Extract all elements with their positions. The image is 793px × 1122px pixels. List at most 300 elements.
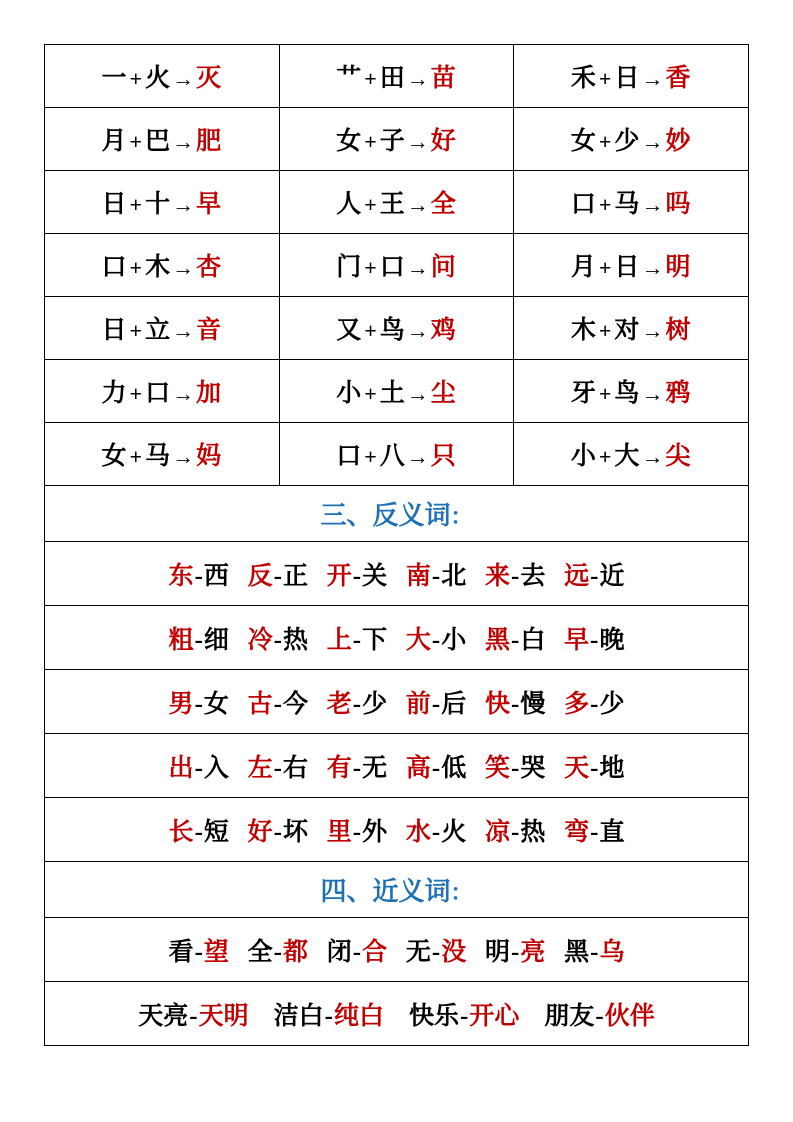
component-b: 大 <box>614 443 641 470</box>
antonym-right: 热 <box>520 818 546 846</box>
composition-cell <box>45 234 280 297</box>
antonym-right: 晚 <box>599 626 625 654</box>
antonym-right: 后 <box>441 690 467 718</box>
arrow-icon: → <box>641 192 665 217</box>
antonym-pair <box>564 684 624 720</box>
synonym-right: 都 <box>283 938 309 966</box>
plus-sign: + <box>598 66 613 91</box>
antonym-left: 水 <box>405 818 431 846</box>
antonym-right: 低 <box>441 754 467 782</box>
composition-result: 加 <box>196 380 223 407</box>
arrow-icon: → <box>172 192 196 217</box>
plus-sign: + <box>598 129 613 154</box>
composition-cell <box>514 297 749 360</box>
antonym-cell <box>45 606 749 670</box>
synonym-section-heading-row <box>45 862 749 918</box>
antonym-pair <box>169 684 229 720</box>
antonym-pair <box>248 748 308 784</box>
synonym-pair <box>274 996 384 1032</box>
component-b: 马 <box>145 443 172 470</box>
plus-sign: + <box>598 444 613 469</box>
antonym-left: 粗 <box>168 626 194 654</box>
dash-separator: - <box>189 1002 198 1030</box>
dash-separator: - <box>431 938 441 966</box>
antonym-left: 多 <box>564 690 590 718</box>
component-b: 立 <box>145 317 172 344</box>
component-a: 一 <box>101 65 128 92</box>
composition-result: 只 <box>430 443 457 470</box>
composition-result: 问 <box>430 254 457 281</box>
plus-sign: + <box>129 66 144 91</box>
synonym-left: 天亮 <box>138 1002 189 1030</box>
antonym-right: 火 <box>441 818 467 846</box>
component-a: 禾 <box>570 65 597 92</box>
plus-sign: + <box>129 318 144 343</box>
arrow-icon: → <box>641 129 665 154</box>
antonym-left: 反 <box>247 562 273 590</box>
antonym-pair <box>169 620 229 656</box>
dash-separator: - <box>595 1002 604 1030</box>
plus-sign: + <box>364 129 378 154</box>
dash-separator: - <box>273 562 282 590</box>
synonym-pair <box>138 996 248 1032</box>
composition-cell <box>45 297 280 360</box>
antonym-left: 笑 <box>484 754 510 782</box>
synonym-left: 黑 <box>564 938 590 966</box>
dash-separator: - <box>590 626 599 654</box>
arrow-icon: → <box>406 255 430 280</box>
plus-sign: + <box>598 381 613 406</box>
antonym-pair <box>406 684 466 720</box>
antonym-left: 男 <box>168 690 194 718</box>
dash-separator: - <box>352 818 362 846</box>
antonym-cell <box>45 670 749 734</box>
dash-separator: - <box>273 818 282 846</box>
synonym-section-heading-cell <box>45 862 749 918</box>
antonym-left: 老 <box>326 690 352 718</box>
dash-separator: - <box>194 754 203 782</box>
dash-separator: - <box>273 938 282 966</box>
antonym-pair <box>327 684 387 720</box>
synonym-pair <box>406 932 466 968</box>
antonym-pair <box>564 556 624 592</box>
component-a: 木 <box>570 317 597 344</box>
plus-sign: + <box>129 129 144 154</box>
composition-result: 早 <box>196 191 223 218</box>
component-a: 牙 <box>570 380 597 407</box>
composition-row <box>45 360 749 423</box>
dash-separator: - <box>194 626 203 654</box>
antonym-row <box>45 606 749 670</box>
composition-result: 妙 <box>665 128 692 155</box>
dash-separator: - <box>324 1002 333 1030</box>
antonym-left: 好 <box>247 818 273 846</box>
composition-cell <box>514 45 749 108</box>
plus-sign: + <box>129 255 144 280</box>
plus-sign: + <box>129 444 144 469</box>
synonym-heading-colon: ： <box>450 880 473 905</box>
antonym-right: 外 <box>362 818 388 846</box>
synonym-pair <box>169 932 229 968</box>
dash-separator: - <box>431 690 441 718</box>
composition-row <box>45 423 749 486</box>
arrow-icon: → <box>406 129 430 154</box>
composition-cell <box>279 360 514 423</box>
component-a: 女 <box>570 128 597 155</box>
plus-sign: + <box>598 318 613 343</box>
synonym-left: 洁白 <box>273 1002 324 1030</box>
synonym-row <box>45 918 749 982</box>
antonym-right: 地 <box>599 754 625 782</box>
dash-separator: - <box>352 754 362 782</box>
dash-separator: - <box>352 938 362 966</box>
component-b: 火 <box>145 65 172 92</box>
antonym-right: 哭 <box>520 754 546 782</box>
antonym-pair <box>406 620 466 656</box>
synonym-left: 快乐 <box>409 1002 460 1030</box>
synonym-pair <box>564 932 624 968</box>
plus-sign: + <box>364 444 378 469</box>
antonym-left: 前 <box>405 690 431 718</box>
composition-result: 全 <box>430 191 457 218</box>
antonym-right: 近 <box>599 562 625 590</box>
arrow-icon: → <box>406 444 430 469</box>
antonym-left: 弯 <box>564 818 590 846</box>
dash-separator: - <box>352 562 362 590</box>
synonym-right: 开心 <box>469 1002 520 1030</box>
component-b: 日 <box>614 254 641 281</box>
composition-result: 鸦 <box>665 380 692 407</box>
component-a: 小 <box>336 380 363 407</box>
arrow-icon: → <box>641 318 665 343</box>
composition-cell <box>45 171 280 234</box>
dash-separator: - <box>511 754 520 782</box>
component-a: 月 <box>570 254 597 281</box>
antonym-right: 入 <box>203 754 229 782</box>
antonym-left: 早 <box>564 626 590 654</box>
dash-separator: - <box>194 938 203 966</box>
plus-sign: + <box>129 381 144 406</box>
arrow-icon: → <box>641 66 665 91</box>
antonym-right: 坏 <box>283 818 309 846</box>
arrow-icon: → <box>406 381 430 406</box>
synonym-left: 全 <box>247 938 273 966</box>
plus-sign: + <box>364 381 378 406</box>
antonym-right: 今 <box>283 690 309 718</box>
antonym-right: 关 <box>362 562 388 590</box>
component-b: 口 <box>379 254 406 281</box>
plus-sign: + <box>364 255 378 280</box>
component-b: 少 <box>614 128 641 155</box>
antonym-left: 古 <box>247 690 273 718</box>
antonym-left: 上 <box>326 626 352 654</box>
plus-sign: + <box>129 192 144 217</box>
component-b: 口 <box>145 380 172 407</box>
antonym-left: 有 <box>326 754 352 782</box>
antonym-cell <box>45 734 749 798</box>
plus-sign: + <box>598 255 613 280</box>
arrow-icon: → <box>641 444 665 469</box>
arrow-icon: → <box>172 444 196 469</box>
dash-separator: - <box>273 626 282 654</box>
antonym-right: 白 <box>520 626 546 654</box>
component-b: 日 <box>614 65 641 92</box>
antonym-pair <box>327 812 387 848</box>
synonym-left: 无 <box>405 938 431 966</box>
arrow-icon: → <box>172 255 196 280</box>
antonym-left: 高 <box>405 754 431 782</box>
synonym-cell <box>45 982 749 1046</box>
dash-separator: - <box>590 754 599 782</box>
synonym-right: 乌 <box>599 938 625 966</box>
component-a: 人 <box>336 191 363 218</box>
component-b: 王 <box>379 191 406 218</box>
composition-result: 妈 <box>196 443 223 470</box>
antonym-left: 东 <box>168 562 194 590</box>
composition-cell <box>279 45 514 108</box>
antonym-right: 少 <box>599 690 625 718</box>
component-b: 八 <box>379 443 406 470</box>
component-a: 口 <box>336 443 363 470</box>
antonym-left: 来 <box>484 562 510 590</box>
component-a: 口 <box>101 254 128 281</box>
synonym-right: 纯白 <box>333 1002 384 1030</box>
arrow-icon: → <box>172 381 196 406</box>
composition-result: 杏 <box>196 254 223 281</box>
synonym-row <box>45 982 749 1046</box>
antonym-pair <box>406 812 466 848</box>
antonym-right: 正 <box>283 562 309 590</box>
composition-cell <box>279 297 514 360</box>
composition-cell <box>279 108 514 171</box>
arrow-icon: → <box>172 66 196 91</box>
worksheet-table <box>44 44 749 1046</box>
plus-sign: + <box>364 318 378 343</box>
antonym-pair <box>169 812 229 848</box>
composition-cell <box>45 423 280 486</box>
composition-cell <box>45 45 280 108</box>
plus-sign: + <box>364 192 378 217</box>
composition-cell <box>514 234 749 297</box>
antonym-row <box>45 670 749 734</box>
dash-separator: - <box>511 818 520 846</box>
component-a: 月 <box>101 128 128 155</box>
antonym-row <box>45 542 749 606</box>
component-a: 艹 <box>336 65 363 92</box>
component-b: 鸟 <box>614 380 641 407</box>
antonym-left: 快 <box>484 690 510 718</box>
arrow-icon: → <box>641 255 665 280</box>
dash-separator: - <box>431 754 441 782</box>
antonym-pair <box>248 812 308 848</box>
composition-row <box>45 234 749 297</box>
synonym-right: 伙伴 <box>604 1002 655 1030</box>
antonym-pair <box>327 748 387 784</box>
component-a: 女 <box>101 443 128 470</box>
antonym-pair <box>327 620 387 656</box>
composition-cell <box>45 360 280 423</box>
component-a: 口 <box>570 191 597 218</box>
composition-cell <box>514 423 749 486</box>
antonym-right: 无 <box>362 754 388 782</box>
composition-result: 肥 <box>196 128 223 155</box>
component-b: 十 <box>145 191 172 218</box>
dash-separator: - <box>194 690 203 718</box>
composition-cell <box>514 171 749 234</box>
synonym-left: 朋友 <box>544 1002 595 1030</box>
composition-result: 鸡 <box>430 317 457 344</box>
antonym-right: 去 <box>520 562 546 590</box>
antonym-left: 南 <box>405 562 431 590</box>
antonym-left: 大 <box>405 626 431 654</box>
synonym-right: 望 <box>203 938 229 966</box>
antonym-left: 远 <box>564 562 590 590</box>
component-a: 门 <box>336 254 363 281</box>
component-b: 田 <box>379 65 406 92</box>
composition-row <box>45 171 749 234</box>
antonym-pair <box>248 556 308 592</box>
synonym-left: 闭 <box>326 938 352 966</box>
antonym-left: 左 <box>247 754 273 782</box>
dash-separator: - <box>194 562 203 590</box>
antonym-pair <box>406 556 466 592</box>
synonym-left: 看 <box>168 938 194 966</box>
composition-cell <box>279 423 514 486</box>
component-b: 土 <box>379 380 406 407</box>
antonym-right: 直 <box>599 818 625 846</box>
component-a: 日 <box>101 317 128 344</box>
synonym-right: 天明 <box>198 1002 249 1030</box>
composition-row <box>45 297 749 360</box>
dash-separator: - <box>590 690 599 718</box>
composition-result: 树 <box>665 317 692 344</box>
antonym-pair <box>327 556 387 592</box>
composition-result: 尖 <box>665 443 692 470</box>
antonym-right: 下 <box>362 626 388 654</box>
synonym-right: 合 <box>362 938 388 966</box>
antonym-left: 开 <box>326 562 352 590</box>
antonym-left: 冷 <box>247 626 273 654</box>
arrow-icon: → <box>406 192 430 217</box>
synonym-right: 亮 <box>520 938 546 966</box>
composition-result: 吗 <box>665 191 692 218</box>
dash-separator: - <box>352 690 362 718</box>
component-a: 小 <box>570 443 597 470</box>
synonym-left: 明 <box>484 938 510 966</box>
dash-separator: - <box>511 690 520 718</box>
synonym-pair <box>327 932 387 968</box>
arrow-icon: → <box>172 129 196 154</box>
plus-sign: + <box>598 192 613 217</box>
composition-row <box>45 108 749 171</box>
antonym-pair <box>169 556 229 592</box>
antonym-right: 少 <box>362 690 388 718</box>
dash-separator: - <box>194 818 203 846</box>
antonym-section-heading: 三、反义词 <box>320 501 451 530</box>
dash-separator: - <box>273 754 282 782</box>
component-a: 日 <box>101 191 128 218</box>
antonym-pair <box>248 620 308 656</box>
antonym-left: 天 <box>564 754 590 782</box>
component-a: 力 <box>101 380 128 407</box>
synonym-right: 没 <box>441 938 467 966</box>
antonym-pair <box>406 748 466 784</box>
component-a: 女 <box>336 128 363 155</box>
antonym-right: 女 <box>203 690 229 718</box>
antonym-pair <box>564 620 624 656</box>
synonym-pair <box>409 996 519 1032</box>
composition-result: 音 <box>196 317 223 344</box>
antonym-left: 凉 <box>484 818 510 846</box>
dash-separator: - <box>431 626 441 654</box>
synonym-pair <box>544 996 654 1032</box>
composition-cell <box>279 234 514 297</box>
component-b: 鸟 <box>379 317 406 344</box>
composition-row <box>45 45 749 108</box>
worksheet-body <box>45 45 749 1046</box>
antonym-pair <box>485 684 545 720</box>
arrow-icon: → <box>172 318 196 343</box>
antonym-row <box>45 734 749 798</box>
antonym-right: 小 <box>441 626 467 654</box>
component-a: 又 <box>336 317 363 344</box>
dash-separator: - <box>590 938 599 966</box>
component-b: 子 <box>379 128 406 155</box>
composition-cell <box>45 108 280 171</box>
antonym-right: 慢 <box>520 690 546 718</box>
composition-result: 好 <box>430 128 457 155</box>
synonym-pair <box>485 932 545 968</box>
dash-separator: - <box>511 562 520 590</box>
component-b: 巴 <box>145 128 172 155</box>
antonym-pair <box>169 748 229 784</box>
component-b: 对 <box>614 317 641 344</box>
dash-separator: - <box>352 626 362 654</box>
antonym-right: 右 <box>283 754 309 782</box>
composition-result: 尘 <box>430 380 457 407</box>
antonym-heading-colon: ： <box>450 504 473 529</box>
composition-result: 苗 <box>430 65 457 92</box>
composition-result: 明 <box>665 254 692 281</box>
dash-separator: - <box>511 938 520 966</box>
dash-separator: - <box>273 690 282 718</box>
antonym-left: 黑 <box>484 626 510 654</box>
antonym-pair <box>485 748 545 784</box>
plus-sign: + <box>364 66 378 91</box>
dash-separator: - <box>511 626 520 654</box>
antonym-pair <box>485 620 545 656</box>
antonym-right: 细 <box>203 626 229 654</box>
antonym-pair <box>564 812 624 848</box>
dash-separator: - <box>590 562 599 590</box>
composition-result: 香 <box>665 65 692 92</box>
antonym-left: 出 <box>168 754 194 782</box>
antonym-right: 北 <box>441 562 467 590</box>
composition-cell <box>279 171 514 234</box>
synonym-section-heading: 四、近义词 <box>320 877 451 906</box>
component-b: 马 <box>614 191 641 218</box>
antonym-section-heading-cell <box>45 486 749 542</box>
arrow-icon: → <box>641 381 665 406</box>
antonym-right: 热 <box>283 626 309 654</box>
antonym-pair <box>485 812 545 848</box>
antonym-left: 里 <box>326 818 352 846</box>
antonym-right: 短 <box>203 818 229 846</box>
dash-separator: - <box>431 818 441 846</box>
antonym-pair <box>485 556 545 592</box>
antonym-pair <box>564 748 624 784</box>
composition-cell <box>514 108 749 171</box>
